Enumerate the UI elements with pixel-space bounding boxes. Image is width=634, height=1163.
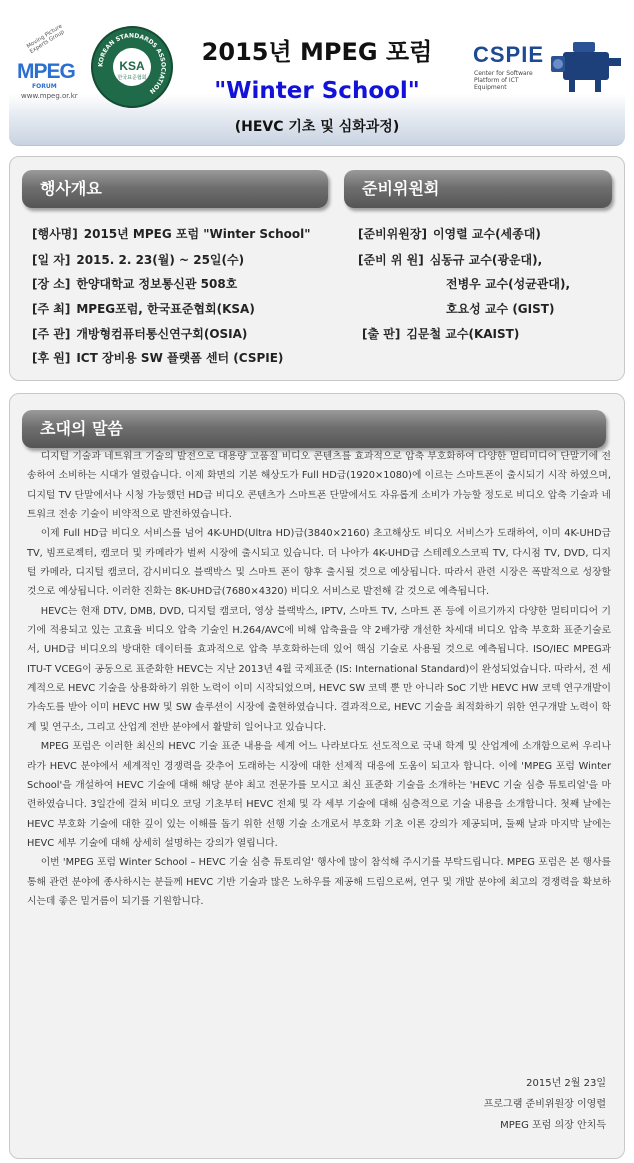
committee-publication-key: [출 판] (362, 327, 401, 341)
event-row-value: ICT 장비용 SW 플랫폼 센터 (CSPIE) (76, 351, 284, 365)
cspie-logo-word: CSPIE (473, 42, 545, 67)
mpeg-logo-url: www.mpeg.or.kr (21, 92, 78, 100)
event-row (32, 251, 244, 268)
mpeg-logo-word: MPEG (17, 60, 75, 83)
cspie-logo-desc: Center for Software Platform of ICT Equipment (474, 70, 533, 91)
invitation-heading: 초대의 말씀 (22, 410, 606, 448)
cspie-logo (473, 34, 623, 104)
committee-members-row (358, 251, 542, 268)
committee-member: 심동규 교수(광운대), (429, 253, 543, 267)
invitation-paragraph: MPEG 포럼은 이러한 최신의 HEVC 기술 표준 내용을 세계 어느 나라보다도 선도적으로 국내 학계 및 산업계에 소개함으로써 우리나라가 HEVC 분야에서 세계적인 경쟁력을 갖추어 도래하는 시장에 대한 선제적 대응에 도움이 되고자 합니다. 이에 'MPEG 포럼 Winter School'을 개설하여 HEVC 기술에 대해 해당 분야 최고 전문가를 모시고 최신 표준화 기술을 소개하는 'HEVC 기술 심층 튜토리얼'을 마련하였습니다. 3일간에 걸쳐 비디오 코딩 기초부터 HEVC 전체 및 각 세부 기술에 대해 심층적으로 기술 내용을 소개합니다. 첫째 날에는 HEVC 부호화 기술에 대한 깊이 있는 이해를 돕기 위한 선행 기술 소개로서 부호화 기초 이론 강의가 제공되며, 둘째 날과 마지막 날에는 HEVC 세부 기술에 대해 상세히 설명하는 강의가 열립니다. (27, 741, 611, 849)
course-label: (HEVC 기초 및 심화과정) (234, 119, 400, 135)
event-row-key: [주 관] (32, 327, 71, 341)
event-row-value: 개방형컴퓨터통신연구회(OSIA) (76, 327, 248, 341)
invitation-paragraph: 이제 Full HD급 비디오 서비스를 넘어 4K-UHD(Ultra HD)급(3840×2160) 초고해상도 비디오 서비스가 도래하여, 이미 4K-UHD급 TV, 빔프로젝터, 캠코더 및 카메라가 벌써 시장에 출시되고 있습니다. 더 나아가 4K-UHD급 스테레오스코픽 TV, 다시점 TV, DVD, 디지털 카메라, 디지털 캠코더, 감시비디오 블랙박스 및 스마트 폰이 향후 출시될 것으로 예상됩니다. 따라서 관련 시장은 폭발적으로 성장할 것으로 예상됩니다. 이러한 진화는 8K-UHD급(7680×4320) 비디오 서비스로 발전해 갈 것으로 예측됩니다. (27, 528, 611, 598)
event-row-key: [장 소] (32, 277, 71, 291)
committee-chair-row (358, 225, 541, 242)
event-row (32, 349, 283, 366)
ksa-ring-text: KOREAN STANDARDS ASSOCIATION (97, 32, 167, 95)
event-row-value: 2015. 2. 23(월) ~ 25일(수) (76, 253, 245, 267)
invitation-signer: 프로그램 준비위원장 이영렬 (483, 1099, 606, 1110)
ksa-logo-word: KSA (119, 59, 145, 73)
committee-chair-value: 이영렬 교수(세종대) (432, 227, 541, 241)
committee-members-key: [준비 위 원] (358, 253, 424, 267)
page-header (9, 10, 625, 146)
video-camera-icon (549, 34, 623, 94)
event-row-key: [주 최] (32, 302, 71, 316)
committee-chair-key: [준비위원장] (358, 227, 427, 241)
event-row (32, 300, 255, 317)
committee-member: 전병우 교수(성균관대), (446, 277, 571, 291)
event-row-key: [행사명] (32, 227, 78, 241)
invitation-signer: MPEG 포럼 의장 안치득 (500, 1120, 606, 1131)
event-row (32, 325, 247, 342)
event-row (32, 225, 311, 242)
invitation-panel (9, 393, 625, 1159)
mpeg-logo-arc-text: Moving Picture Experts Group (25, 23, 66, 56)
committee-member: 호요성 교수 (GIST) (446, 302, 555, 316)
event-overview-heading: 행사개요 (22, 170, 328, 208)
invitation-paragraph: 디지털 기술과 네트워크 기술의 발전으로 대용량 고품질 비디오 콘텐츠를 효과적으로 압축 부호화하여 다양한 멀티미디어 단말기에 전송하여 소비하는 시대가 열렸습니다. 이제 화면의 기본 해상도가 Full HD급(1920×1080)에 이르는 스마트폰이 출시되기 시작 하였으며, 디지털 TV 단말에서나 시청 가능했던 HD급 비디오 콘텐츠가 스마트폰 단말에서도 자유롭게 소비가 가능할 정도로 비디오 압축 기술과 네트워크 전송 기술이 비약적으로 발전하였습니다. (27, 451, 611, 521)
event-row-key: [일 자] (32, 253, 71, 267)
event-row (32, 275, 237, 292)
event-row-value: 한양대학교 정보통신관 508호 (76, 277, 238, 291)
page-subtitle: "Winter School" (214, 78, 420, 104)
event-row-key: [후 원] (32, 351, 71, 365)
event-row-value: 2015년 MPEG 포럼 "Winter School" (83, 227, 311, 241)
page-title: 2015년 MPEG 포럼 (201, 38, 433, 66)
committee-publication-row (362, 325, 519, 342)
event-row-value: MPEG포럼, 한국표준협회(KSA) (76, 302, 255, 316)
committee-publication-value: 김문철 교수(KAIST) (406, 327, 520, 341)
invitation-paragraph: 이번 'MPEG 포럼 Winter School – HEVC 기술 심층 튜토리얼' 행사에 많이 참석해 주시기를 부탁드립니다. MPEG 포럼은 본 행사를 통해 관련 분야에 종사하시는 분들께 HEVC 기반 기술과 많은 노하우를 제공해 드림으로써, 연구 및 개발 분야에 최고의 경쟁력을 확보하시는데 좋은 밑거름이 되기를 기원합니다. (27, 857, 611, 907)
committee-heading: 준비위원회 (344, 170, 612, 208)
invitation-date: 2015년 2월 23일 (526, 1078, 606, 1089)
invitation-paragraph: HEVC는 현재 DTV, DMB, DVD, 디지털 캠코더, 영상 블랙박스, IPTV, 스마트 TV, 스마트 폰 등에 이르기까지 다양한 멀티미디어 기기에 적용되고 있는 고효율 비디오 압축 기술인 H.264/AVC에 비해 압축율을 약 2배가량 개선한 차세대 비디오 압축 부호화 표준기술로서, UHD급 비디오의 방대한 데이터를 효과적으로 압축 부호화하는데 있어 핵심 기술로 사용될 것으로 예측됩니다. ISO/IEC MPEG과 ITU-T VCEG이 공동으로 표준화한 HEVC는 지난 2013년 4월 국제표준 (IS: International Standard)이 완성되었습니다. 따라서, 전 세계적으로 HEVC 기술을 상용화하기 위한 노력이 이미 시작되었으며, HEVC SW 코덱 뿐 만 아니라 SoC 기반 HEVC HW 코덱 연구개발이 가속도를 받아 이미 HEVC HW 및 SW 솔루션이 시장에 출현하였습니다. 결과적으로, HEVC 기술을 최적화하기 위한 연구개발 노력이 학계 및 연구소, 그리고 산업계 전반 분야에서 활발히 일어나고 있습니다. (27, 605, 611, 733)
invitation-body (27, 447, 611, 911)
event-info-panel (9, 156, 625, 381)
mpeg-logo-forum: FORUM (32, 83, 57, 90)
ksa-logo-korean: 한국표준협회 (117, 75, 147, 81)
